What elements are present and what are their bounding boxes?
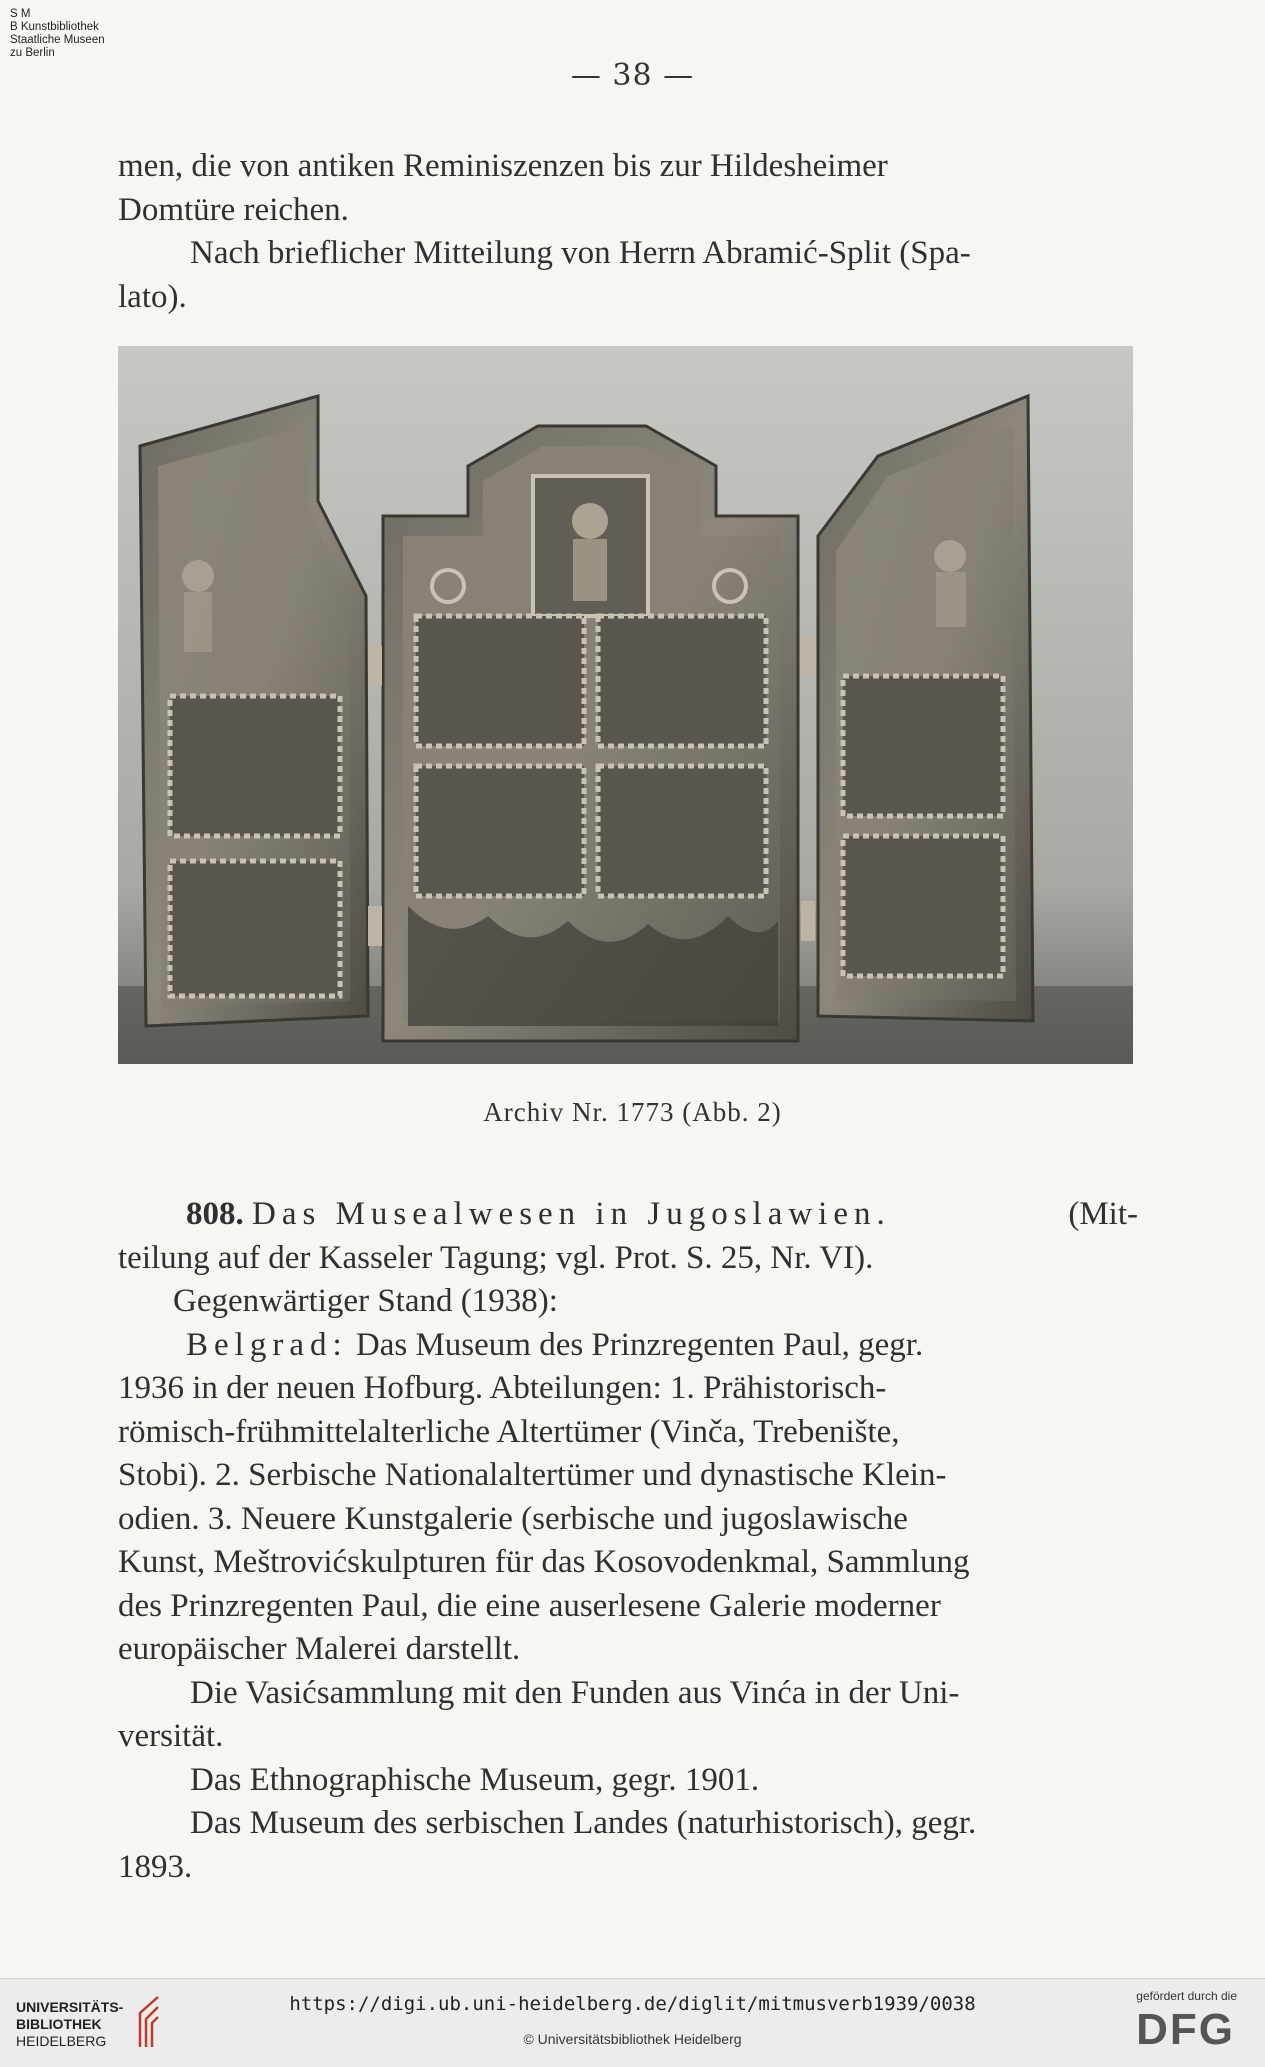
triptych-image — [118, 346, 1133, 1064]
stamp-line: zu Berlin — [10, 47, 55, 59]
text-line: lato). — [118, 278, 187, 315]
text-line: Domtüre reichen. — [118, 191, 349, 228]
text-line: teilung auf der Kasseler Tagung; vgl. Prot. S. 25, Nr. VI). — [118, 1239, 874, 1276]
text-line: Nach brieflicher Mitteilung von Herrn Abramić-Split (Spa- — [190, 235, 971, 271]
place-name: Belgrad: — [186, 1326, 348, 1363]
stamp-line: Staatliche Museen — [10, 34, 105, 46]
logo-line: UNIVERSITÄTS- — [16, 1999, 124, 2015]
entry-heading-line — [118, 1193, 1138, 1237]
permalink-url[interactable]: https://digi.ub.uni-heidelberg.de/diglit/mitmusverb1939/0038 — [289, 1993, 976, 2015]
text-line: Stobi). 2. Serbische Nationalaltertümer und dynastische Klein- — [118, 1457, 947, 1493]
page-number: — 38 — — [570, 58, 695, 93]
text-line: Kunst, Meštrovićskulpturen für das Kosovodenkmal, Sammlung — [118, 1544, 970, 1580]
entry-number: 808. — [186, 1196, 244, 1232]
text-line: Das Museum des serbischen Landes (naturhistorisch), gegr. — [190, 1805, 977, 1841]
entry-808 — [118, 1193, 1138, 1889]
text-line: europäischer Malerei darstellt. — [118, 1631, 521, 1667]
stamp-line: S M — [10, 8, 31, 20]
intro-paragraph — [118, 145, 1138, 319]
copyright-notice: © Universitätsbibliothek Heidelberg — [523, 2031, 742, 2047]
footer-bar — [0, 1978, 1265, 2067]
belgrad-line — [118, 1324, 1138, 1368]
text-line-content: Das Museum des Prinzregenten Paul, gegr. — [355, 1326, 924, 1363]
logo-line: HEIDELBERG — [16, 2033, 107, 2049]
text-line: Das Ethnographische Museum, gegr. 1901. — [190, 1761, 760, 1798]
logo-line: BIBLIOTHEK — [16, 2016, 102, 2032]
text-line: Die Vasićsammlung mit den Funden aus Vinća in der Uni- — [190, 1674, 960, 1711]
text-line: des Prinzregenten Paul, die eine auserlesene Galerie moderner — [118, 1587, 941, 1624]
stamp-line: B Kunstbibliothek — [10, 21, 99, 33]
text-line: Gegenwärtiger Stand (1938): — [173, 1283, 558, 1319]
text-line — [118, 145, 1138, 189]
library-stamp — [10, 8, 105, 60]
text-line-content: men, die von antiken Reminiszenzen bis zur Hildesheimer — [118, 148, 888, 184]
entry-title-rest: (Mit- — [1068, 1196, 1138, 1232]
entry-heading — [186, 1193, 891, 1237]
text-line: 1936 in der neuen Hofburg. Abteilungen: 1. Prähistorisch- — [118, 1370, 887, 1406]
triptych-photograph — [118, 346, 1133, 1064]
text-line: odien. 3. Neuere Kunstgalerie (serbische und jugoslawische — [118, 1500, 908, 1537]
entry-title: Das Musealwesen in Jugoslawien. — [252, 1196, 891, 1232]
text-line: 1893. — [118, 1848, 193, 1885]
funding-note: gefördert durch die — [1136, 1989, 1237, 2003]
figure-caption: Archiv Nr. 1773 (Abb. 2) — [483, 1097, 782, 1127]
text-line: römisch-frühmittelalterliche Altertümer (Vinča, Trebenište, — [118, 1413, 900, 1450]
text-line: versität. — [118, 1718, 224, 1754]
dfg-logo[interactable]: DFG — [1136, 2005, 1235, 2054]
